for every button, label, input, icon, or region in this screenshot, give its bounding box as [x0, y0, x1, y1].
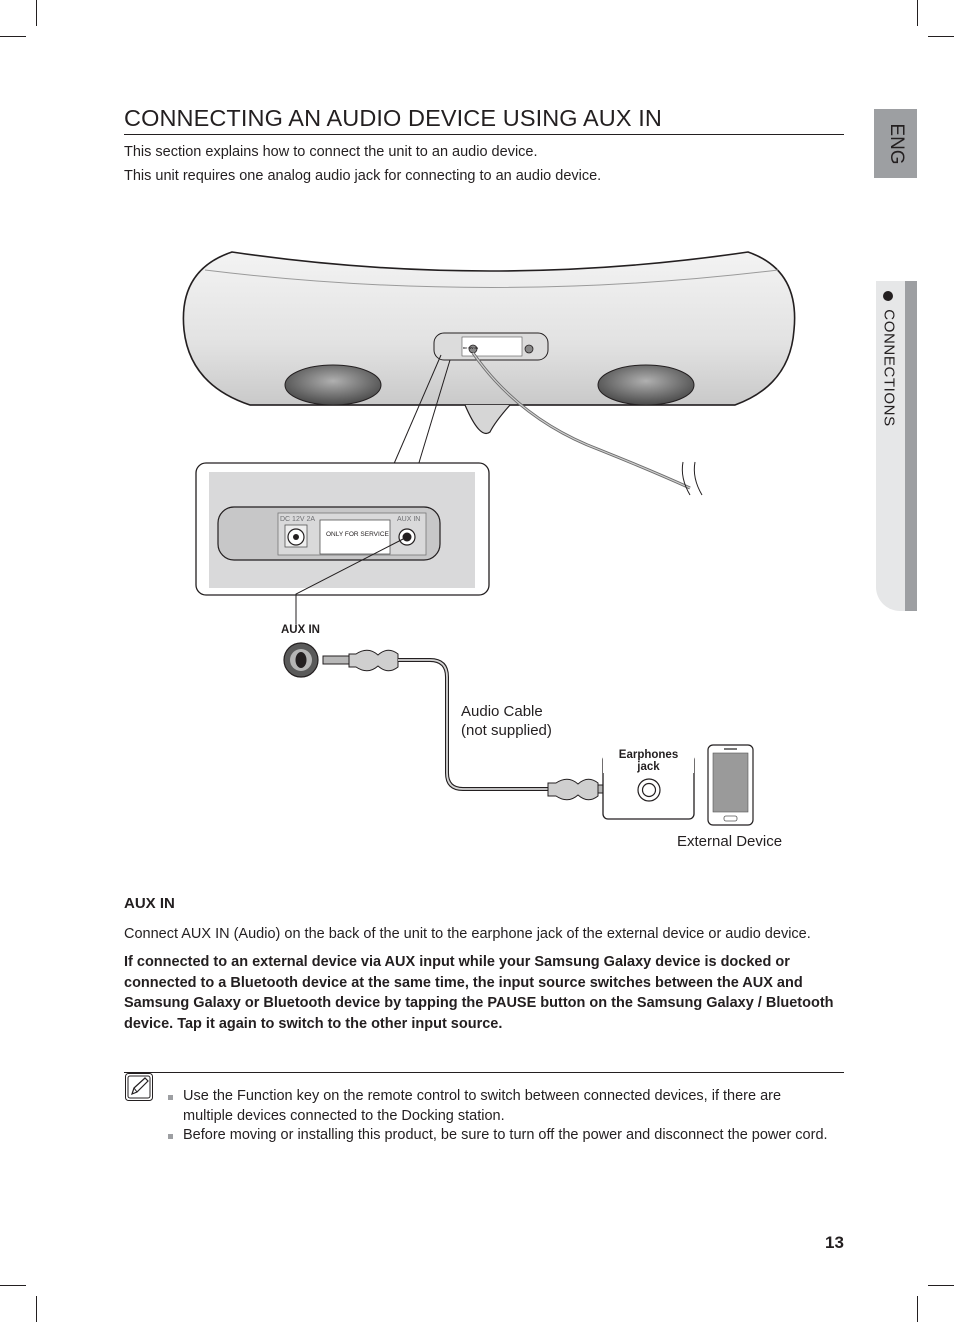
language-label: ENG: [885, 122, 907, 165]
crop-mark: [0, 1285, 26, 1286]
aux-in-label: AUX IN: [281, 624, 320, 636]
audio-plug-left: [323, 650, 398, 671]
earphones-label-line1: Earphones: [618, 749, 679, 761]
panel-dc-label: DC 12V 2A: [280, 516, 316, 523]
panel-service-label: ONLY FOR SERVICE: [326, 531, 389, 538]
earphones-label: [603, 749, 694, 773]
section-heading: AUX IN: [124, 895, 175, 912]
intro-line-1: This section explains how to connect the unit to an audio device.: [124, 144, 538, 160]
chapter-label: CONNECTIONS: [880, 309, 898, 427]
note-item: Use the Function key on the remote control to switch between connected devices, if there are multiple devices connected to the Docking station.: [168, 1087, 828, 1126]
crop-mark: [917, 1296, 918, 1322]
crop-mark: [36, 1296, 37, 1322]
note-divider: [124, 1072, 844, 1073]
notes-list: [168, 1087, 828, 1146]
section-bold-note: If connected to an external device via AUX input while your Samsung Galaxy device is docked or connected to a Bluetooth device at the same time, the input source switches between the AUX and Samsung Galaxy or Bluetooth device by tapping the PAUSE button on the Samsung Galaxy / Bluetooth device. Tap it again to switch to the other input source.: [124, 954, 834, 1032]
page-title: CONNECTING AN AUDIO DEVICE USING AUX IN: [124, 105, 844, 135]
audio-cable-note: (not supplied): [461, 722, 552, 739]
note-item: Before moving or installing this product, be sure to turn off the power and disconnect the power cord.: [168, 1126, 828, 1146]
panel-aux-label: AUX IN: [397, 516, 421, 523]
note-pencil-icon: [125, 1073, 153, 1101]
mini-panel-dc: DC 12V 2A: [463, 346, 479, 350]
speaker-dock-unit: [183, 252, 794, 433]
intro-line-2: This unit requires one analog audio jack for connecting to an audio device.: [124, 168, 602, 184]
earphones-label-line2: jack: [637, 761, 660, 773]
crop-mark: [928, 1285, 954, 1286]
audio-cable-label: Audio Cable: [461, 703, 543, 720]
page-number: 13: [825, 1233, 844, 1252]
smartphone-icon: [708, 745, 753, 825]
section-body: Connect AUX IN (Audio) on the back of the unit to the earphone jack of the external device or audio device.: [124, 926, 811, 942]
external-device-label: External Device: [677, 833, 783, 850]
